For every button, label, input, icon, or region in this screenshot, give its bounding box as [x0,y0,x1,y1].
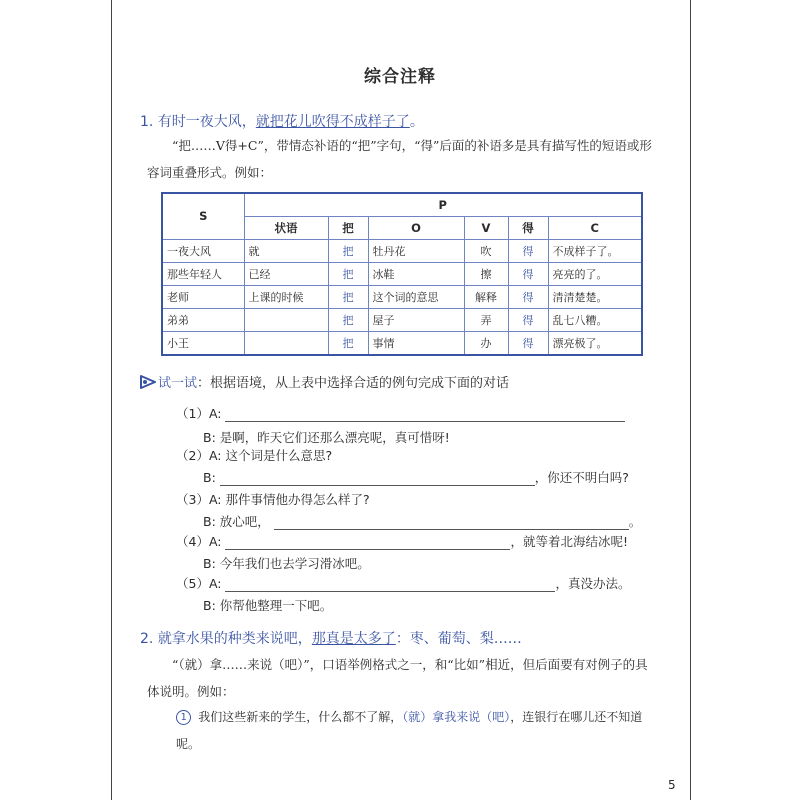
grammar-table [161,192,643,356]
section-1-heading-post: 。 [409,114,424,130]
cell-de: 得 [508,262,548,285]
cell-complement: 乱七八糟。 [548,309,642,332]
dialogue-b-tail: 。 [628,514,642,529]
try-it-label: 试一试 [158,376,198,391]
section-1-heading [140,111,424,131]
section-2-example [176,704,656,758]
cell-subject: 小王 [162,332,244,355]
page-number: 5 [668,778,676,792]
cell-adverbial [244,309,328,332]
cell-adverbial [244,332,328,355]
table-row [162,309,642,332]
example-text-pre: 我们这些新来的学生，什么都不了解， [198,710,403,724]
cell-adverbial: 已经 [244,262,328,285]
cell-subject: 弟弟 [162,309,244,332]
cell-subject: 一夜大风 [162,239,244,262]
dialogue-2-b [203,468,629,486]
cell-verb: 吹 [464,239,508,262]
cell-object: 事情 [368,332,464,355]
dialogue-a-text: A: 这个词是什么意思? [208,448,333,463]
example-number-marker: 1 [176,710,191,725]
cell-verb: 擦 [464,262,508,285]
answer-blank[interactable] [225,578,555,592]
section-2-explanation: “（就）拿……来说（吧）”，口语举例格式之一，和“比如”相近，但后面要有对例子的具体说明。例如： [147,657,648,699]
table-row [162,332,642,355]
dialogue-2-a [176,446,332,464]
dialogue-3-a [176,490,370,508]
cell-verb: 办 [464,332,508,355]
header-p: P [244,193,642,216]
dialogue-a-text: A: [208,576,222,591]
section-2-number: 2. [140,631,154,647]
dialogue-number: （1） [176,406,209,421]
dialogue-number: （2） [176,448,209,463]
header-object: O [368,216,464,239]
try-it-instruction: ：根据语境，从上表中选择合适的例句完成下面的对话 [197,376,510,391]
cell-subject: 老师 [162,286,244,309]
section-2-heading-post: ：枣、葡萄、梨…… [395,631,522,647]
dialogue-number: （4） [176,534,209,549]
table-row [162,239,642,262]
page-title: 综合注释 [364,67,436,87]
section-2-heading [140,628,522,648]
dialogue-a-text: A: 那件事情他办得怎么样了? [208,492,370,507]
header-complement: C [548,216,642,239]
cell-de: 得 [508,332,548,355]
cell-ba: 把 [328,332,368,355]
example-text-post: ，连银行在哪儿还不知道呢。 [176,710,643,751]
answer-blank[interactable] [225,536,510,550]
cell-object: 冰鞋 [368,262,464,285]
answer-blank[interactable] [220,472,535,486]
cell-ba: 把 [328,262,368,285]
header-verb: V [464,216,508,239]
section-1-heading-underlined: 就把花儿吹得不成样子了 [255,114,410,130]
cell-complement: 漂亮极了。 [548,332,642,355]
try-it-heading [140,372,509,391]
cell-complement: 不成样子了。 [548,239,642,262]
cell-object: 牡丹花 [368,239,464,262]
cell-ba: 把 [328,239,368,262]
dialogue-b-text: B: 放心吧， [203,514,270,529]
dialogue-3-b [203,512,641,530]
cell-object: 这个词的意思 [368,286,464,309]
dialogue-5-a [176,574,631,592]
answer-blank[interactable] [274,516,629,530]
section-2-heading-pre: 就拿水果的种类来说吧， [157,631,312,647]
cell-adverbial: 上课的时候 [244,286,328,309]
dialogue-b-text: B: [203,470,216,485]
section-1-explanation: “把……V得+C”，带情态补语的“把”字句，“得”后面的补语多是具有描写性的短语或形容词重叠形式。例如： [147,138,652,180]
dialogue-a-tail: ，就等着北海结冰呢! [510,534,628,549]
try-arrow-icon [140,375,156,389]
example-text-highlight: （就）拿我来说（吧） [402,710,511,724]
dialogue-1-a [176,404,625,422]
dialogue-4-a [176,532,628,550]
header-ba: 把 [328,216,368,239]
dialogue-4-b [203,554,370,572]
dialogue-b-tail: ，你还不明白吗? [534,470,629,485]
dialogue-b-text: B: 今年我们也去学习滑冰吧。 [203,556,370,571]
cell-verb: 弄 [464,309,508,332]
cell-de: 得 [508,286,548,309]
cell-object: 屋子 [368,309,464,332]
dialogue-a-text: A: [208,406,222,421]
answer-blank[interactable] [225,408,625,422]
section-1-number: 1. [140,114,154,130]
cell-de: 得 [508,309,548,332]
header-de: 得 [508,216,548,239]
header-adverbial: 状语 [244,216,328,239]
cell-ba: 把 [328,286,368,309]
dialogue-5-b [203,596,332,614]
table-row [162,262,642,285]
table-row [162,286,642,309]
cell-verb: 解释 [464,286,508,309]
cell-adverbial: 就 [244,239,328,262]
cell-de: 得 [508,239,548,262]
dialogue-1-b [203,428,450,446]
dialogue-b-text: B: 是啊，昨天它们还那么漂亮呢，真可惜呀! [203,430,450,445]
dialogue-number: （3） [176,492,209,507]
cell-complement: 清清楚楚。 [548,286,642,309]
dialogue-a-tail: ，真没办法。 [555,576,631,591]
dialogue-a-text: A: [208,534,222,549]
dialogue-number: （5） [176,576,209,591]
cell-ba: 把 [328,309,368,332]
cell-complement: 亮亮的了。 [548,262,642,285]
section-2-heading-underlined: 那真是太多了 [311,631,396,647]
section-1-heading-pre: 有时一夜大风， [157,114,256,130]
dialogue-b-text: B: 你帮他整理一下吧。 [203,598,333,613]
cell-subject: 那些年轻人 [162,262,244,285]
header-s: S [162,193,244,239]
